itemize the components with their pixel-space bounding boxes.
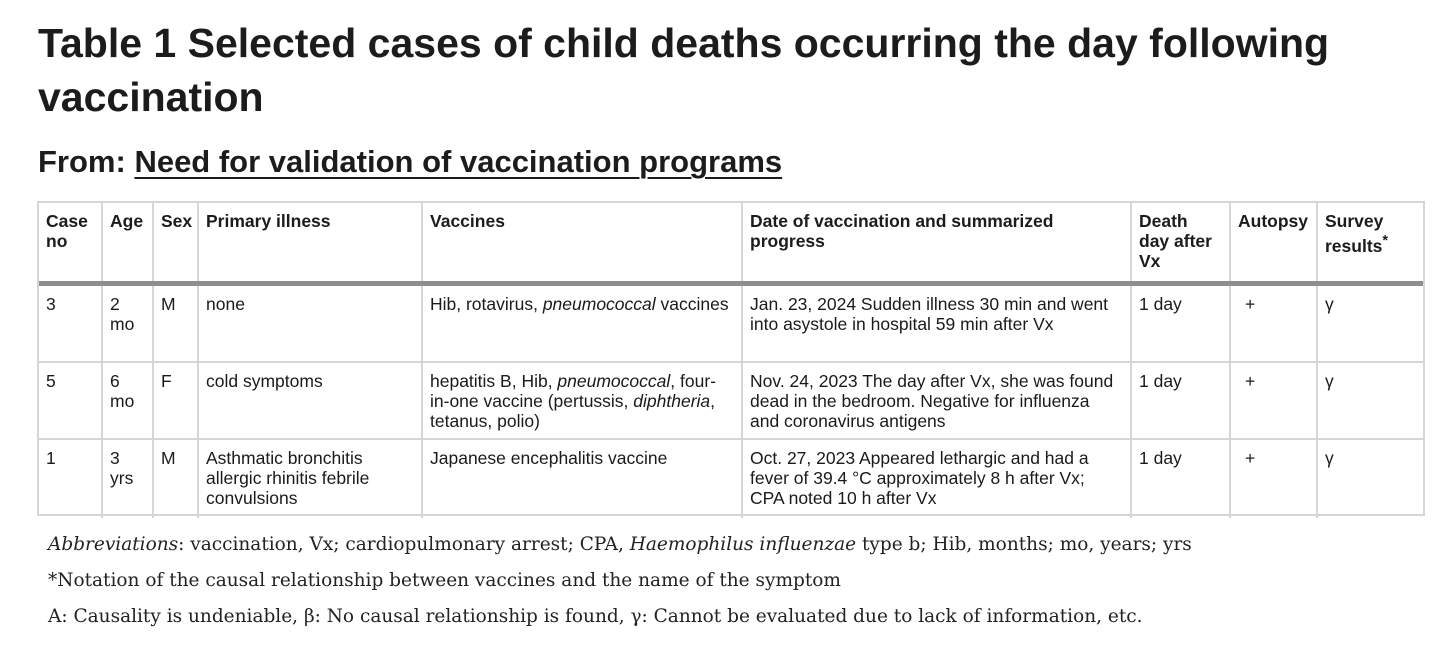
- header-case-no: Case no: [39, 203, 102, 283]
- table-row: [39, 283, 1423, 362]
- header-survey-footnote-mark: *: [1382, 233, 1389, 249]
- cell-vaccines: Japanese encephalitis vaccine: [422, 439, 742, 518]
- cell-survey-result: γ: [1317, 439, 1423, 518]
- table-title: Table 1 Selected cases of child deaths occurring the day following vaccination: [38, 20, 1330, 120]
- header-survey-label: Survey results: [1325, 211, 1384, 256]
- cell-primary-illness: Asthmatic bronchitis allergic rhinitis febrile convulsions: [198, 439, 422, 518]
- cell-survey-result: γ: [1317, 283, 1423, 362]
- cell-primary-illness: none: [198, 283, 422, 362]
- source-line: [38, 140, 782, 184]
- footnote-legend: A: Causality is undeniable, β: No causal relationship is found, γ: Cannot be evaluated due to lack of information, etc.: [48, 606, 1143, 627]
- cell-progress: Oct. 27, 2023 Appeared lethargic and had a fever of 39.4 °C approximately 8 h after Vx; CPA noted 10 h after Vx: [742, 439, 1131, 518]
- cell-death-day: 1 day: [1131, 283, 1230, 362]
- cell-death-day: 1 day: [1131, 439, 1230, 518]
- cell-age: 2 mo: [102, 283, 153, 362]
- cell-autopsy: +: [1230, 362, 1317, 439]
- header-survey-results: [1317, 203, 1423, 283]
- cell-progress: Nov. 24, 2023 The day after Vx, she was found dead in the bedroom. Negative for influenza and coronavirus antigens: [742, 362, 1131, 439]
- cell-age: 6 mo: [102, 362, 153, 439]
- table-header-row: [39, 203, 1423, 283]
- source-prefix: From:: [38, 144, 135, 179]
- cell-death-day: 1 day: [1131, 362, 1230, 439]
- header-age: Age: [102, 203, 153, 283]
- cell-case-no: 3: [39, 283, 102, 362]
- cell-vaccines: Hib, rotavirus, pneumococcal vaccines: [422, 283, 742, 362]
- source-article-link[interactable]: Need for validation of vaccination programs: [134, 144, 783, 179]
- table-row: [39, 439, 1423, 518]
- table-footnotes: [48, 531, 1428, 639]
- footnote-abbreviations: Abbreviations: vaccination, Vx; cardiopulmonary arrest; CPA, Haemophilus influenzae type b; Hib, months; mo, years; yrs: [48, 534, 1192, 555]
- cases-table: [39, 203, 1423, 518]
- header-death-day: Death day after Vx: [1131, 203, 1230, 283]
- cases-table-container: [37, 201, 1425, 516]
- header-vaccines: Vaccines: [422, 203, 742, 283]
- cell-autopsy: +: [1230, 439, 1317, 518]
- cell-sex: M: [153, 283, 198, 362]
- cell-case-no: 5: [39, 362, 102, 439]
- cell-primary-illness: cold symptoms: [198, 362, 422, 439]
- cell-progress: Jan. 23, 2024 Sudden illness 30 min and went into asystole in hospital 59 min after Vx: [742, 283, 1131, 362]
- cell-case-no: 1: [39, 439, 102, 518]
- footnote-notation: *Notation of the causal relationship between vaccines and the name of the symptom: [48, 570, 841, 591]
- header-primary-illness: Primary illness: [198, 203, 422, 283]
- cell-sex: F: [153, 362, 198, 439]
- cell-survey-result: γ: [1317, 362, 1423, 439]
- header-progress: Date of vaccination and summarized progress: [742, 203, 1131, 283]
- header-sex: Sex: [153, 203, 198, 283]
- cell-vaccines: hepatitis B, Hib, pneumococcal, four-in-one vaccine (pertussis, diphtheria, tetanus, polio): [422, 362, 742, 439]
- cell-autopsy: +: [1230, 283, 1317, 362]
- table-row: [39, 362, 1423, 439]
- cell-sex: M: [153, 439, 198, 518]
- cell-age: 3 yrs: [102, 439, 153, 518]
- header-autopsy: Autopsy: [1230, 203, 1317, 283]
